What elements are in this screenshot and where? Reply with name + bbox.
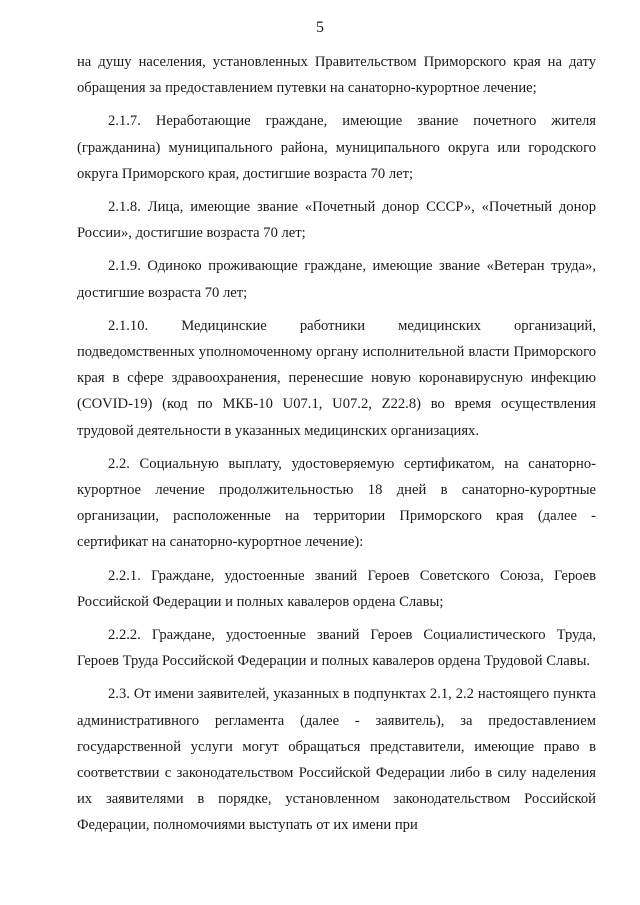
paragraph-2-1-9: 2.1.9. Одиноко проживающие граждане, имеющие звание «Ветеран труда», достигшие возраста 70 лет;	[77, 258, 596, 301]
paragraph-2-1-7: 2.1.7. Неработающие граждане, имеющие звание почетного жителя (гражданина) муниципального района, муниципального округа или городского округа Приморского края, достигшие возраста 70 лет;	[77, 113, 596, 182]
paragraph-2-2: 2.2. Социальную выплату, удостоверяемую сертификатом, на санаторно-курортное лечение продолжительностью 18 дней в санаторно-курортные организации, расположенные на территории Приморского края (далее - сертификат на санаторно-курортное лечение):	[77, 455, 596, 551]
paragraph-2-1-10: 2.1.10. Медицинские работники медицинских организаций, подведомственных уполномоченному органу исполнительной власти Приморского края в сфере здравоохранения, перенесшие новую коронавирусную инфекцию (COVID-19) (код по МКБ-10 U07.1, U07.2, Z22.8) во время осуществления трудовой деятельности в указанных медицинских организациях.	[77, 317, 596, 439]
paragraph-2-2-2: 2.2.2. Граждане, удостоенные званий Героев Социалистического Труда, Героев Труда Российской Федерации и полных кавалеров ордена Трудовой Славы.	[77, 627, 596, 670]
document-body	[77, 49, 596, 839]
paragraph-2-3: 2.3. От имени заявителей, указанных в подпунктах 2.1, 2.2 настоящего пункта административного регламента (далее - заявитель), за предоставлением государственной услуги могут обращаться представители, имеющие право в соответствии с законодательством Российской Федерации либо в силу наделения их заявителями в порядке, установленном законодательством Российской Федерации, полномочиями выступать от их имени при	[77, 686, 596, 834]
page-number: 5	[316, 19, 324, 36]
paragraph-continuation: на душу населения, установленных Правительством Приморского края на дату обращения за предоставлением путевки на санаторно-курортное лечение;	[77, 54, 596, 97]
paragraph-2-2-1: 2.2.1. Граждане, удостоенные званий Героев Советского Союза, Героев Российской Федерации и полных кавалеров ордена Славы;	[77, 567, 596, 610]
paragraph-2-1-8: 2.1.8. Лица, имеющие звание «Почетный донор СССР», «Почетный донор России», достигшие возраста 70 лет;	[77, 199, 596, 242]
